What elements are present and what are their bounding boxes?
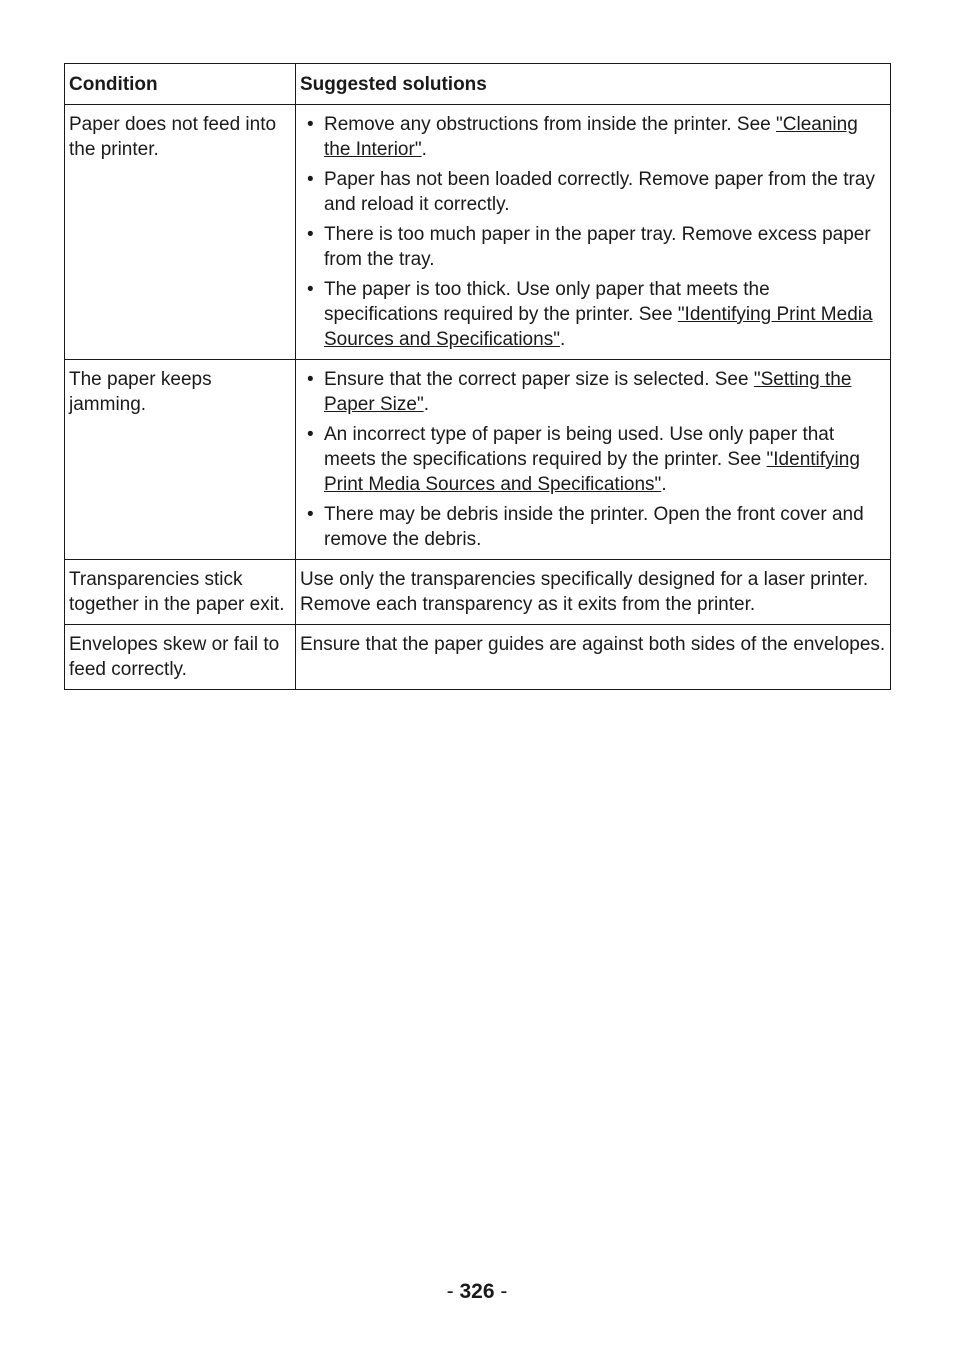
condition-cell: Transparencies stick together in the paper exit.: [65, 560, 296, 625]
solution-text: There is too much paper in the paper tray. Remove excess paper from the tray.: [324, 224, 871, 270]
list-item: [307, 277, 886, 352]
table-row: [65, 105, 891, 360]
bullet-icon: •: [307, 224, 314, 245]
cleaning-interior-link[interactable]: "Cleaning the Interior": [324, 114, 858, 160]
solutions-cell: Use only the transparencies specifically designed for a laser printer. Remove each transparency as it exits from the printer.: [296, 560, 891, 625]
solutions-cell: [296, 105, 891, 360]
page-number-value: 326: [459, 1280, 495, 1303]
solutions-header: Suggested solutions: [296, 64, 891, 105]
troubleshooting-table: [64, 63, 891, 690]
page-number-suffix: -: [494, 1280, 508, 1303]
bullet-icon: •: [307, 114, 314, 135]
bullet-icon: •: [307, 169, 314, 190]
list-item: [307, 502, 886, 552]
condition-cell: Envelopes skew or fail to feed correctly.: [65, 625, 296, 690]
table-row: [65, 560, 891, 625]
solution-text-end: .: [421, 139, 427, 160]
setting-paper-size-link[interactable]: "Setting the Paper Size": [324, 369, 852, 415]
table-header-row: [65, 64, 891, 105]
solutions-list: [300, 367, 886, 552]
bullet-icon: •: [307, 369, 314, 390]
identifying-print-media-link[interactable]: "Identifying Print Media Sources and Specifications": [324, 449, 860, 495]
solutions-cell: Ensure that the paper guides are against both sides of the envelopes.: [296, 625, 891, 690]
condition-cell: The paper keeps jamming.: [65, 360, 296, 560]
solution-text-end: .: [661, 474, 667, 495]
page-number: [0, 1279, 954, 1305]
table-row: [65, 625, 891, 690]
condition-cell: Paper does not feed into the printer.: [65, 105, 296, 360]
table-row: [65, 360, 891, 560]
solutions-list: [300, 112, 886, 352]
bullet-icon: •: [307, 279, 314, 300]
page-number-prefix: -: [446, 1280, 460, 1303]
solution-text: An incorrect type of paper is being used. Use only paper that meets the specifications required by the printer. See: [324, 424, 835, 470]
list-item: [307, 367, 886, 417]
list-item: [307, 422, 886, 497]
solution-text-end: .: [423, 394, 429, 415]
identifying-print-media-link[interactable]: "Identifying Print Media Sources and Specifications": [324, 304, 873, 350]
condition-header: Condition: [65, 64, 296, 105]
solution-text-end: .: [559, 329, 566, 350]
solution-text: Ensure that the correct paper size is selected. See: [324, 369, 754, 390]
solutions-cell: [296, 360, 891, 560]
bullet-icon: •: [307, 504, 314, 525]
list-item: [307, 112, 886, 162]
solution-text: Remove any obstructions from inside the printer. See: [324, 114, 777, 135]
list-item: [307, 167, 886, 217]
solution-text: The paper is too thick. Use only paper that meets the specifications required by the printer. See: [324, 279, 770, 325]
list-item: [307, 222, 886, 272]
solution-text: There may be debris inside the printer. Open the front cover and remove the debris.: [324, 504, 864, 550]
solution-text: Paper has not been loaded correctly. Remove paper from the tray and reload it correctly.: [324, 169, 875, 215]
bullet-icon: •: [307, 424, 314, 445]
